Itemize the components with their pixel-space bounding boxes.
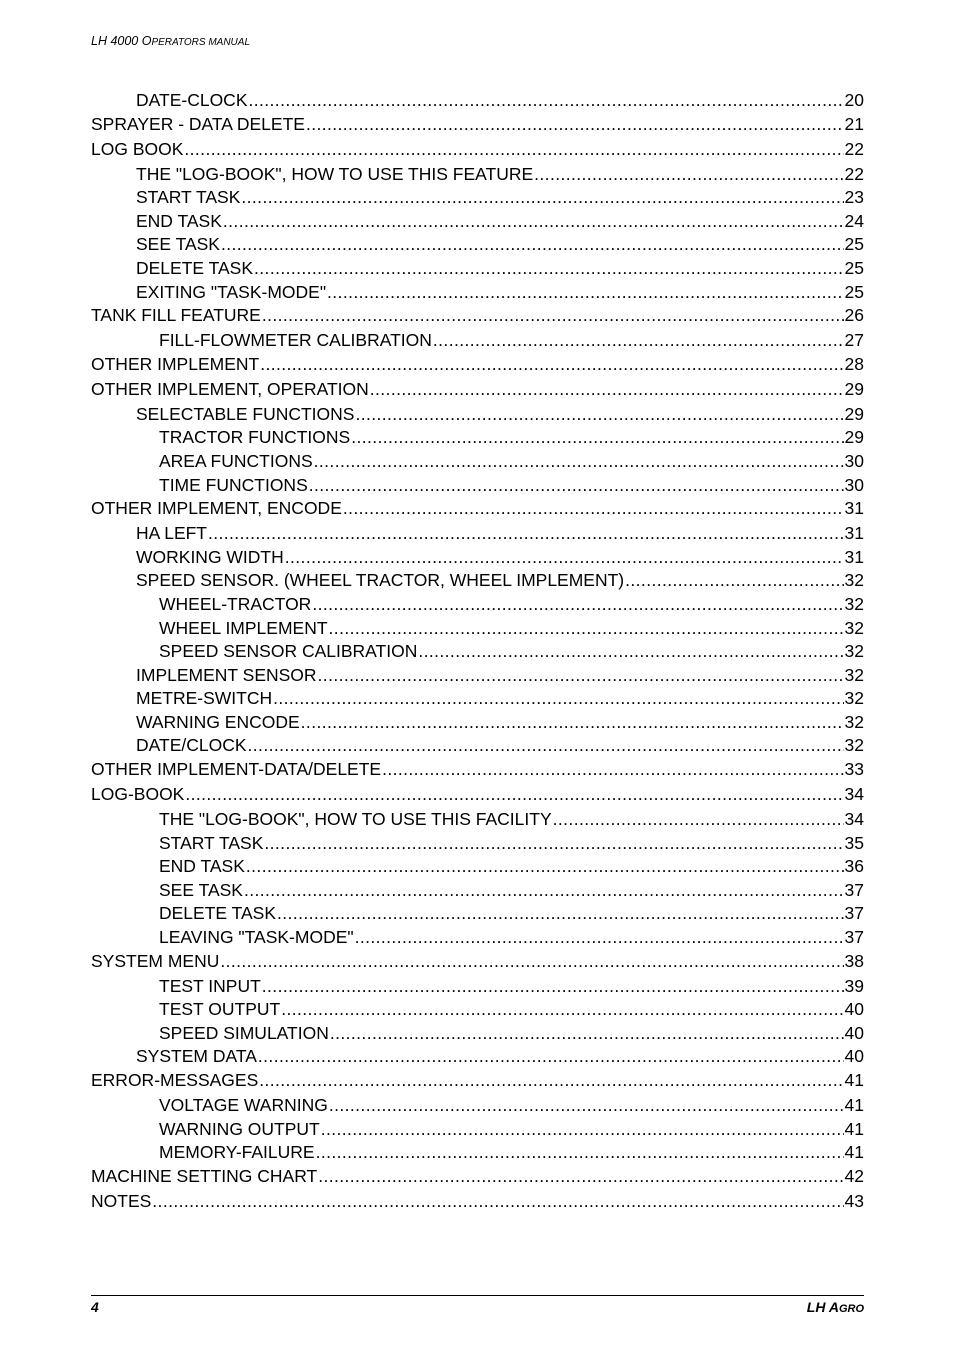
toc-entry[interactable] — [91, 1190, 864, 1215]
toc-entry-page: 31 — [844, 498, 864, 519]
toc-entry[interactable] — [91, 902, 864, 926]
toc-entry-page: 32 — [844, 735, 864, 756]
toc-entry-title: DELETE TASK — [136, 257, 254, 278]
toc-entry-title: TANK FILL FEATURE — [91, 305, 261, 326]
toc-dot-leader — [321, 1118, 844, 1141]
toc-entry-page: 40 — [844, 1046, 864, 1067]
toc-entry[interactable] — [91, 664, 864, 688]
toc-entry[interactable] — [91, 233, 864, 257]
toc-entry-page: 25 — [844, 234, 864, 255]
toc-entry[interactable] — [91, 113, 864, 138]
toc-dot-leader — [306, 113, 844, 136]
running-header — [91, 34, 250, 48]
toc-entry[interactable] — [91, 426, 864, 450]
toc-entry-page: 43 — [844, 1190, 864, 1211]
toc-entry-title: OTHER IMPLEMENT, OPERATION — [91, 378, 369, 399]
header-title-smallcaps: PERATORS MANUAL — [151, 37, 251, 48]
toc-entry-page: 41 — [844, 1142, 864, 1163]
toc-entry[interactable] — [91, 832, 864, 856]
toc-entry-page: 21 — [844, 113, 864, 134]
toc-dot-leader — [316, 1141, 844, 1164]
toc-dot-leader — [343, 497, 844, 520]
toc-entry[interactable] — [91, 546, 864, 570]
toc-entry-title: DELETE TASK — [159, 903, 277, 924]
toc-entry-title: LEAVING "TASK-MODE" — [159, 927, 354, 948]
toc-dot-leader — [264, 832, 843, 855]
toc-dot-leader — [301, 711, 844, 734]
toc-entry[interactable] — [91, 1118, 864, 1142]
toc-entry[interactable] — [91, 734, 864, 758]
toc-entry-page: 25 — [844, 281, 864, 302]
toc-dot-leader — [625, 569, 843, 592]
toc-entry-title: SEE TASK — [159, 879, 243, 900]
toc-entry-title: THE "LOG-BOOK", HOW TO USE THIS FACILITY — [159, 809, 552, 830]
toc-entry-page: 32 — [844, 593, 864, 614]
toc-entry-title: WARNING ENCODE — [136, 711, 300, 732]
toc-dot-leader — [329, 617, 844, 640]
toc-entry-title: SEE TASK — [136, 234, 220, 255]
toc-entry[interactable] — [91, 1069, 864, 1094]
toc-entry-page: 34 — [844, 809, 864, 830]
toc-entry[interactable] — [91, 163, 864, 187]
toc-entry[interactable] — [91, 1094, 864, 1118]
toc-entry[interactable] — [91, 257, 864, 281]
toc-entry-page: 42 — [844, 1165, 864, 1186]
toc-entry-page: 22 — [844, 138, 864, 159]
toc-entry[interactable] — [91, 186, 864, 210]
toc-dot-leader — [318, 664, 844, 687]
toc-entry-title: DATE-CLOCK — [136, 90, 248, 110]
toc-entry[interactable] — [91, 378, 864, 403]
toc-entry[interactable] — [91, 329, 864, 353]
toc-dot-leader — [220, 950, 843, 973]
toc-entry-page: 41 — [844, 1070, 864, 1090]
toc-entry[interactable] — [91, 711, 864, 735]
toc-dot-leader — [277, 902, 844, 925]
toc-entry-page: 35 — [844, 832, 864, 853]
toc-dot-leader — [223, 210, 844, 233]
toc-entry[interactable] — [91, 593, 864, 617]
toc-entry[interactable] — [91, 783, 864, 808]
toc-dot-leader — [259, 1069, 843, 1092]
toc-entry-page: 25 — [844, 257, 864, 278]
toc-entry-page: 23 — [844, 187, 864, 208]
toc-dot-leader — [184, 138, 843, 161]
toc-dot-leader — [418, 640, 843, 663]
toc-entry-page: 30 — [844, 450, 864, 471]
toc-entry[interactable] — [91, 281, 864, 305]
toc-entry-title: FILL-FLOWMETER CALIBRATION — [159, 330, 432, 351]
toc-entry-page: 41 — [844, 1118, 864, 1139]
toc-dot-leader — [382, 758, 843, 781]
footer-divider — [91, 1295, 864, 1296]
toc-dot-leader — [262, 304, 844, 327]
toc-entry-page: 32 — [844, 570, 864, 591]
toc-entry-page: 32 — [844, 641, 864, 662]
toc-dot-leader — [281, 998, 843, 1021]
toc-entry-page: 26 — [844, 305, 864, 326]
toc-entry-title: THE "LOG-BOOK", HOW TO USE THIS FEATURE — [136, 163, 534, 184]
toc-dot-leader — [309, 474, 844, 497]
footer-brand — [807, 1299, 864, 1315]
toc-entry-title: END TASK — [136, 210, 222, 231]
toc-entry-page: 31 — [844, 546, 864, 567]
toc-dot-leader — [534, 163, 843, 186]
toc-entry-page: 34 — [844, 784, 864, 805]
toc-entry-page: 31 — [844, 523, 864, 544]
toc-dot-leader — [248, 734, 844, 757]
toc-entry[interactable] — [91, 975, 864, 999]
toc-dot-leader — [327, 281, 844, 304]
toc-entry-title: SYSTEM DATA — [136, 1046, 257, 1067]
toc-entry-title: TIME FUNCTIONS — [159, 474, 308, 495]
toc-dot-leader — [241, 186, 843, 209]
toc-entry[interactable] — [91, 758, 864, 783]
toc-dot-leader — [285, 546, 844, 569]
toc-entry-page: 40 — [844, 999, 864, 1020]
toc-entry[interactable] — [91, 210, 864, 234]
toc-entry-title: WHEEL-TRACTOR — [159, 593, 312, 614]
toc-dot-leader — [221, 233, 844, 256]
toc-dot-leader — [330, 1022, 844, 1045]
toc-entry[interactable] — [91, 304, 864, 329]
toc-entry-title: LOG-BOOK — [91, 784, 185, 805]
toc-entry-title: IMPLEMENT SENSOR — [136, 664, 317, 685]
toc-dot-leader — [553, 808, 844, 831]
toc-dot-leader — [433, 329, 844, 352]
toc-entry-page: 29 — [844, 427, 864, 448]
toc-dot-leader — [208, 522, 844, 545]
toc-entry-title: ERROR-MESSAGES — [91, 1070, 259, 1090]
footer-brand-prefix: LH A — [806, 1299, 839, 1315]
toc-dot-leader — [355, 403, 843, 426]
toc-entry-title: EXITING "TASK-MODE" — [136, 281, 327, 302]
toc-entry-page: 32 — [844, 711, 864, 732]
toc-entry-page: 37 — [844, 879, 864, 900]
toc-dot-leader — [329, 1094, 844, 1117]
toc-entry-page: 32 — [844, 617, 864, 638]
toc-dot-leader — [254, 257, 844, 280]
toc-dot-leader — [246, 855, 844, 878]
toc-entry[interactable] — [91, 1165, 864, 1190]
toc-entry[interactable] — [91, 569, 864, 593]
toc-dot-leader — [370, 378, 844, 401]
toc-entry-title: TEST INPUT — [159, 975, 261, 996]
toc-entry[interactable] — [91, 353, 864, 378]
toc-entry-title: METRE-SWITCH — [136, 688, 273, 709]
toc-entry[interactable] — [91, 687, 864, 711]
toc-entry-title: OTHER IMPLEMENT — [91, 353, 260, 374]
toc-dot-leader — [318, 1165, 843, 1188]
toc-dot-leader — [355, 926, 844, 949]
table-of-contents — [91, 89, 864, 1215]
header-title-prefix: LH 4000 O — [91, 34, 152, 48]
toc-entry[interactable] — [91, 450, 864, 474]
toc-entry-title: SPEED SENSOR. (WHEEL TRACTOR, WHEEL IMPLEMENT) — [136, 570, 625, 591]
toc-entry-title: LOG BOOK — [91, 138, 184, 159]
toc-entry-title: SYSTEM MENU — [91, 950, 220, 971]
toc-entry[interactable] — [91, 474, 864, 498]
toc-entry[interactable] — [91, 879, 864, 903]
toc-entry-title: START TASK — [159, 832, 264, 853]
toc-entry-page: 29 — [844, 403, 864, 424]
toc-entry-page: 32 — [844, 688, 864, 709]
toc-entry-title: WHEEL IMPLEMENT — [159, 617, 328, 638]
toc-dot-leader — [258, 1045, 844, 1068]
toc-entry-title: OTHER IMPLEMENT, ENCODE — [91, 498, 342, 519]
toc-entry-title: TRACTOR FUNCTIONS — [159, 427, 351, 448]
toc-entry-page: 32 — [844, 664, 864, 685]
toc-entry-page: 30 — [844, 474, 864, 495]
toc-dot-leader — [185, 783, 843, 806]
toc-entry-title: WORKING WIDTH — [136, 546, 284, 567]
toc-dot-leader — [314, 450, 844, 473]
toc-entry-title: END TASK — [159, 856, 245, 877]
toc-entry-page: 29 — [844, 378, 864, 399]
toc-entry[interactable] — [91, 926, 864, 950]
toc-entry-page: 28 — [844, 353, 864, 374]
toc-entry[interactable] — [91, 640, 864, 664]
toc-entry-page: 24 — [844, 210, 864, 231]
toc-dot-leader — [152, 1190, 843, 1213]
toc-entry-page: 36 — [844, 856, 864, 877]
toc-entry[interactable] — [91, 1045, 864, 1069]
toc-entry[interactable] — [91, 522, 864, 546]
page-number: 4 — [91, 1299, 99, 1315]
toc-entry-page: 40 — [844, 1022, 864, 1043]
toc-entry-title: START TASK — [136, 187, 241, 208]
toc-entry-page: 38 — [844, 950, 864, 971]
toc-entry-title: SPEED SIMULATION — [159, 1022, 329, 1043]
toc-entry-page: 37 — [844, 927, 864, 948]
toc-entry-page: 22 — [844, 163, 864, 184]
toc-entry-title: NOTES — [91, 1190, 152, 1211]
toc-entry[interactable] — [91, 497, 864, 522]
toc-entry[interactable] — [91, 1022, 864, 1046]
toc-entry[interactable] — [91, 998, 864, 1022]
toc-dot-leader — [260, 353, 843, 376]
toc-entry-title: TEST OUTPUT — [159, 999, 281, 1020]
toc-entry[interactable] — [91, 403, 864, 427]
toc-entry-page: 20 — [844, 90, 864, 110]
toc-entry[interactable] — [91, 1141, 864, 1165]
toc-entry-page: 27 — [844, 330, 864, 351]
toc-entry-title: SPEED SENSOR CALIBRATION — [159, 641, 418, 662]
toc-entry[interactable] — [91, 138, 864, 163]
toc-entry-page: 41 — [844, 1095, 864, 1115]
toc-entry-title: OTHER IMPLEMENT-DATA/DELETE — [91, 759, 382, 780]
toc-dot-leader — [312, 593, 843, 616]
toc-dot-leader — [351, 426, 843, 449]
toc-entry-title: WARNING OUTPUT — [159, 1118, 320, 1139]
toc-entry[interactable] — [91, 617, 864, 641]
footer-brand-smallcaps: GRO — [838, 1303, 864, 1315]
toc-entry-title: AREA FUNCTIONS — [159, 450, 313, 471]
toc-entry[interactable] — [91, 950, 864, 975]
toc-dot-leader — [273, 687, 843, 710]
toc-entry-title: MACHINE SETTING CHART — [91, 1165, 318, 1186]
toc-entry-title: MEMORY-FAILURE — [159, 1142, 315, 1163]
toc-entry-title: VOLTAGE WARNING — [159, 1095, 328, 1115]
toc-entry[interactable] — [91, 89, 864, 113]
toc-entry-title: HA LEFT — [136, 523, 207, 544]
toc-entry-page: 39 — [844, 975, 864, 996]
toc-entry[interactable] — [91, 808, 864, 832]
toc-dot-leader — [249, 89, 844, 112]
toc-dot-leader — [244, 879, 844, 902]
toc-entry-title: DATE/CLOCK — [136, 735, 247, 756]
toc-entry-page: 37 — [844, 903, 864, 924]
toc-dot-leader — [262, 975, 844, 998]
toc-entry[interactable] — [91, 855, 864, 879]
toc-entry-title: SPRAYER - DATA DELETE — [91, 113, 305, 134]
toc-entry-title: SELECTABLE FUNCTIONS — [136, 403, 355, 424]
toc-entry-page: 33 — [844, 759, 864, 780]
